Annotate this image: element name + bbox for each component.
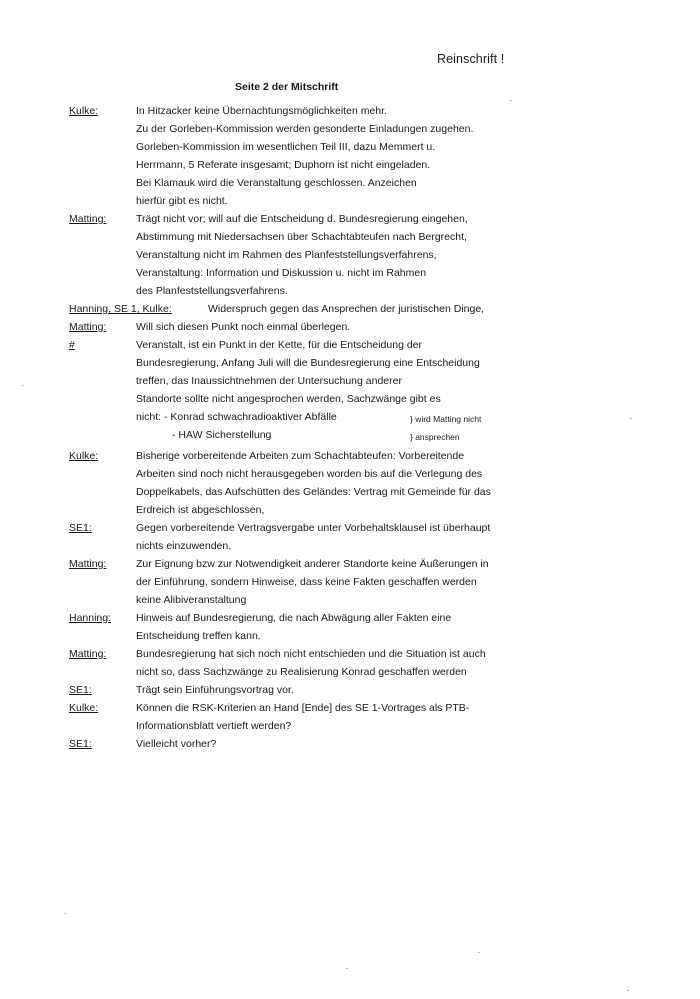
page-title: Seite 2 der Mitschrift — [235, 81, 339, 93]
scan-speck — [627, 990, 629, 991]
speaker-label: # — [69, 339, 75, 351]
transcript-line: Zu der Gorleben-Kommission werden gesonderte Einladungen zugehen. — [136, 123, 474, 135]
transcript-line: Abstimmung mit Niedersachsen über Schachtabteufen nach Bergrecht, — [136, 231, 467, 243]
scan-speck — [22, 385, 24, 386]
transcript-line: Will sich diesen Punkt noch einmal überlegen. — [136, 321, 351, 333]
speaker-label: Kulke: — [69, 105, 99, 117]
transcript-line: nicht so, dass Sachzwänge zu Realisierung Konrad geschaffen werden — [136, 666, 467, 678]
transcript-line: Bei Klamauk wird die Veranstaltung geschlossen. Anzeichen — [136, 177, 417, 189]
transcript-line: Entscheidung treffen kann. — [136, 630, 261, 642]
transcript-line: Veranstaltung: Information und Diskussion u. nicht im Rahmen — [136, 267, 427, 279]
margin-note: } ansprechen — [410, 432, 460, 442]
margin-note: } wird Matting nicht — [410, 414, 482, 424]
transcript-line: Herrmann, 5 Referate insgesamt; Duphorn ist nicht eingeladen. — [136, 159, 431, 171]
transcript-line: Zur Eignung bzw zur Notwendigkeit anderer Standorte keine Äußerungen in — [136, 558, 489, 570]
speaker-label: Kulke: — [69, 702, 99, 714]
scan-speck — [510, 100, 512, 101]
scan-speck — [630, 418, 632, 419]
transcript-line: nicht: - Konrad schwachradioaktiver Abfälle — [136, 411, 337, 423]
speaker-label: Hanning, SE 1, Kulke: — [69, 303, 172, 315]
transcript-line: Bisherige vorbereitende Arbeiten zum Schachtabteufen: Vorbereitende — [136, 450, 465, 462]
transcript-line: - HAW Sicherstellung — [172, 429, 272, 441]
scan-speck — [478, 952, 480, 953]
transcript-line: Widerspruch gegen das Ansprechen der juristischen Dinge, — [208, 303, 485, 315]
scan-speck — [346, 968, 348, 969]
transcript-line: Bundesregierung hat sich noch nicht entschieden und die Situation ist auch — [136, 648, 486, 660]
scan-speck — [64, 913, 66, 914]
transcript-line: Informationsblatt vertieft werden? — [136, 720, 292, 732]
transcript-line: Trägt nicht vor; will auf die Entscheidung d. Bundesregierung eingehen, — [136, 213, 468, 225]
transcript-line: Standorte sollte nicht angesprochen werden, Sachzwänge gibt es — [136, 393, 441, 405]
transcript-line: der Einführung, sondern Hinweise, dass keine Fakten geschaffen werden — [136, 576, 477, 588]
speaker-label: SE1: — [69, 522, 92, 534]
speaker-label: Matting: — [69, 648, 107, 660]
transcript-line: Gorleben-Kommission im wesentlichen Teil III, dazu Memmert u. — [136, 141, 436, 153]
transcript-line: treffen, das Inaussichtnehmen der Untersuchung anderer — [136, 375, 402, 387]
speaker-label: SE1: — [69, 738, 92, 750]
transcript-line: In Hitzacker keine Übernachtungsmöglichkeiten mehr. — [136, 105, 387, 117]
transcript-line: Doppelkabels, das Aufschütten des Geländes: Vertrag mit Gemeinde für das — [136, 486, 491, 498]
speaker-label: Hanning: — [69, 612, 112, 624]
transcript-line: keine Alibiveranstaltung — [136, 594, 247, 606]
transcript-line: Erdreich ist abgeschlossen, — [136, 504, 265, 516]
transcript-line: Veranstalt, ist ein Punkt in der Kette, für die Entscheidung der — [136, 339, 423, 351]
speaker-label: SE1: — [69, 684, 92, 696]
transcript-line: Arbeiten sind noch nicht herausgegeben worden bis auf die Verlegung des — [136, 468, 483, 480]
transcript-line: Vielleicht vorher? — [136, 738, 217, 750]
transcript-line: Veranstaltung nicht im Rahmen des Planfeststellungsverfahrens, — [136, 249, 437, 261]
transcript-line: Bundesregierung, Anfang Juli will die Bundesregierung eine Entscheidung — [136, 357, 480, 369]
transcript-line: hierfür gibt es nicht. — [136, 195, 228, 207]
speaker-label: Kulke: — [69, 450, 99, 462]
transcript-line: Hinweis auf Bundesregierung, die nach Abwägung aller Fakten eine — [136, 612, 452, 624]
stamp-reinschrift: Reinschrift ! — [437, 52, 505, 66]
transcript-line: Können die RSK-Kriterien an Hand [Ende] des SE 1-Vortrages als PTB- — [136, 702, 470, 714]
transcript-line: Gegen vorbereitende Vertragsvergabe unter Vorbehaltsklausel ist überhaupt — [136, 522, 491, 534]
transcript-line: Trägt sein Einführungsvortrag vor. — [136, 684, 294, 696]
speaker-label: Matting: — [69, 558, 107, 570]
speaker-label: Matting: — [69, 321, 107, 333]
transcript-line: des Planfeststellungsverfahrens. — [136, 285, 288, 297]
transcript-line: nichts einzuwenden. — [136, 540, 232, 552]
speaker-label: Matting: — [69, 213, 107, 225]
